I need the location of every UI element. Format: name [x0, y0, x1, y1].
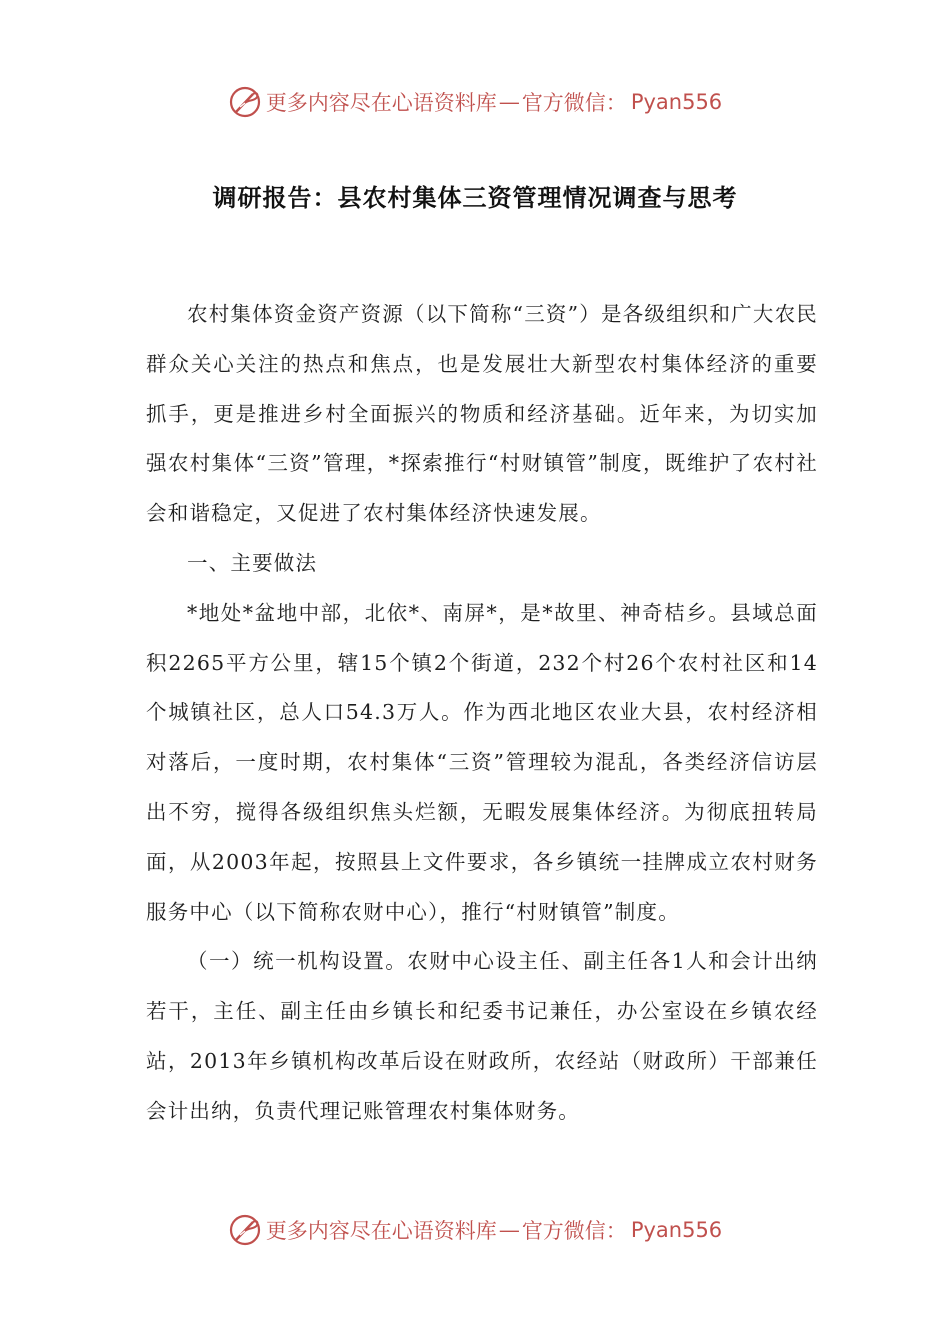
watermark-wechat-label: 官方微信：: [521, 1219, 627, 1243]
footer-watermark: [0, 1210, 950, 1250]
header-watermark: [0, 82, 950, 122]
paragraph-measure-one: （一）统一机构设置。农财中心设主任、副主任各1人和会计出纳若干，主任、副主任由乡镇长和纪委书记兼任，办公室设在乡镇农经站，2013年乡镇机构改革后设在财政所，农经站（财政所）干部兼任会计出纳，负责代理记账管理农村集体财务。: [146, 949, 818, 1123]
watermark-wechat-id: Pyan556: [630, 1218, 723, 1242]
document-title: 调研报告：县农村集体三资管理情况调查与思考: [212, 184, 738, 212]
watermark-brand: 更多内容尽在心语资料库: [265, 1219, 497, 1243]
paragraph-background: *地处*盆地中部，北依*、南屏*，是*故里、神奇桔乡。县域总面积2265平方公里，辖15个镇2个街道，232个村26个农村社区和14个城镇社区，总人口54.3万人。作为西北地区农业大县，农村经济相对落后，一度时期，农村集体“三资”管理较为混乱，各类经济信访层出不穷，搅得各级组织焦头烂额，无暇发展集体经济。为彻底扭转局面，从2003年起，按照县上文件要求，各乡镇统一挂牌成立农村财务服务中心（以下简称农财中心），推行“村财镇管”制度。: [146, 600, 818, 924]
quill-logo-icon: [228, 1213, 262, 1247]
watermark-dash: —: [498, 90, 520, 114]
quill-logo-icon: [228, 85, 262, 119]
section-heading: 一、主要做法: [187, 550, 318, 575]
paragraph-intro: 农村集体资金资产资源（以下简称“三资”）是各级组织和广大农民群众关心关注的热点和焦点，也是发展壮大新型农村集体经济的重要抓手，更是推进乡村全面振兴的物质和经济基础。近年来，为切实加强农村集体“三资”管理，*探索推行“村财镇管”制度，既维护了农村社会和谐稳定，又促进了农村集体经济快速发展。: [146, 302, 818, 526]
document-body: [146, 290, 818, 1137]
watermark-wechat-label: 官方微信：: [521, 91, 627, 115]
watermark-wechat-id: Pyan556: [630, 90, 723, 114]
watermark-brand: 更多内容尽在心语资料库: [265, 91, 497, 115]
watermark-dash: —: [498, 1218, 520, 1242]
